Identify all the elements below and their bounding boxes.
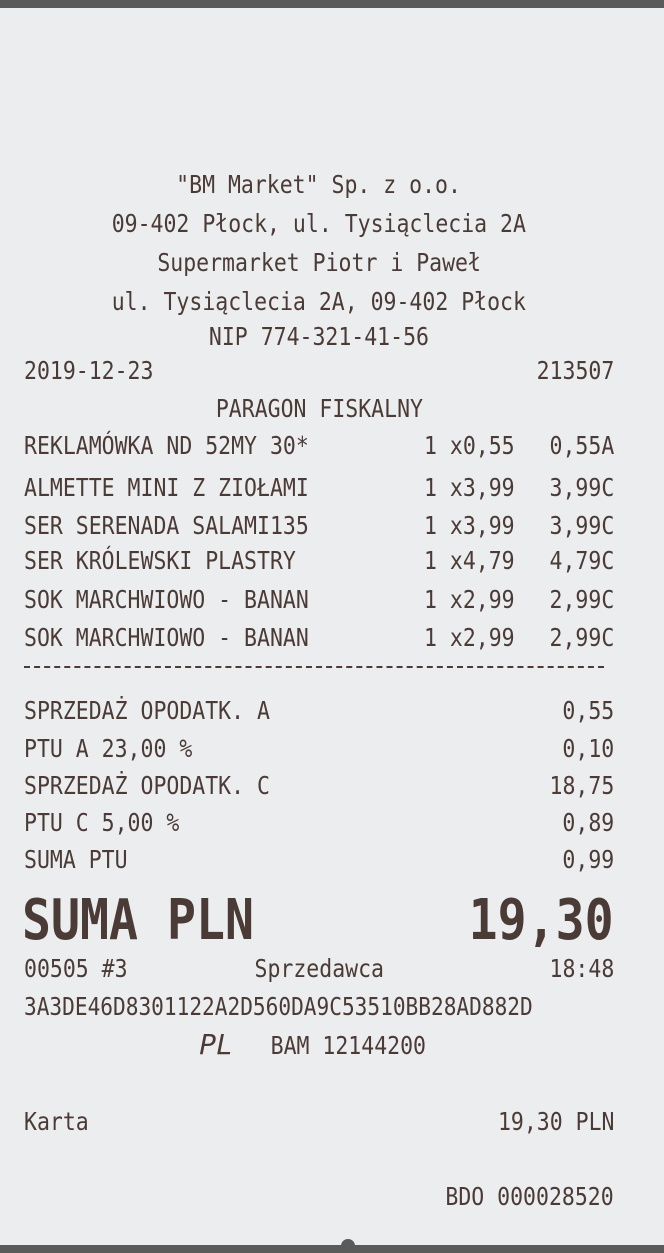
tax-value: 0,10 (562, 734, 614, 763)
item-total: 0,55A (549, 431, 614, 460)
tax-value: 0,55 (562, 696, 614, 725)
line-item (24, 471, 614, 505)
device-number: BAM 12144200 (270, 1031, 427, 1060)
tax-row (24, 769, 614, 803)
fiscal-hash: 3A3DE46D8301122A2D560DA9C53510BB28AD882D (24, 992, 533, 1021)
tax-row (24, 732, 614, 766)
tax-row (24, 694, 614, 728)
store-name: Supermarket Piotr i Paweł (157, 248, 481, 277)
tax-id: NIP 774-321-41-56 (208, 322, 430, 351)
payment-amount: 19,30 PLN (497, 1107, 614, 1136)
item-total: 2,99C (549, 623, 614, 652)
item-qty: 1 x2,99 (424, 623, 515, 652)
tax-label: PTU A 23,00 % (24, 734, 193, 763)
bdo-row (24, 1180, 614, 1214)
document-title: PARAGON FISKALNY (215, 394, 423, 423)
tax-value: 18,75 (549, 771, 614, 800)
item-qty: 1 x4,79 (424, 546, 515, 575)
tax-label: SUMA PTU (24, 845, 128, 874)
cashier-label: Sprzedawca (254, 954, 384, 983)
dashed-separator (24, 666, 604, 674)
tax-label: SPRZEDAŻ OPODATK. C (24, 771, 270, 800)
item-qty: 1 x2,99 (424, 585, 515, 614)
item-total: 3,99C (549, 473, 614, 502)
item-qty: 1 x3,99 (424, 511, 515, 540)
item-name: SER KRÓLEWSKI PLASTRY (24, 546, 296, 575)
item-name: SER SERENADA SALAMI135 (24, 511, 309, 540)
total-value: 19,30 (469, 888, 614, 953)
paper-notch-bottom (341, 1239, 355, 1253)
tax-label: SPRZEDAŻ OPODATK. A (24, 696, 270, 725)
company-address: 09-402 Płock, ul. Tysiąclecia 2A (111, 209, 527, 238)
tax-value: 0,99 (562, 845, 614, 874)
line-item (24, 621, 614, 655)
item-qty: 1 x0,55 (424, 431, 515, 460)
item-name: SOK MARCHWIOWO - BANAN (24, 585, 309, 614)
payment-method: Karta (24, 1107, 89, 1136)
device-row (24, 1028, 614, 1062)
item-name: SOK MARCHWIOWO - BANAN (24, 623, 309, 652)
receipt-paper (0, 8, 664, 1245)
line-item (24, 583, 614, 617)
line-item (24, 429, 614, 463)
payment-row (24, 1105, 614, 1139)
receipt-number: 00505 #3 (24, 954, 128, 983)
tax-label: PTU C 5,00 % (24, 808, 180, 837)
item-total: 4,79C (549, 546, 614, 575)
company-name: "BM Market" Sp. z o.o. (176, 170, 462, 199)
receipt-time: 18:48 (549, 954, 614, 983)
receipt-date: 2019-12-23 (24, 356, 154, 385)
tax-row (24, 843, 614, 877)
item-total: 2,99C (549, 585, 614, 614)
total-row (22, 886, 614, 956)
item-name: ALMETTE MINI Z ZIOŁAMI (24, 473, 309, 502)
total-label: SUMA PLN (22, 888, 254, 953)
fiscal-pl-logo: PL (199, 1028, 234, 1061)
tax-row (24, 806, 614, 840)
item-total: 3,99C (549, 511, 614, 540)
store-address: ul. Tysiąclecia 2A, 09-402 Płock (111, 287, 527, 316)
line-item (24, 544, 614, 578)
document-number: 213507 (536, 356, 614, 385)
item-qty: 1 x3,99 (424, 473, 515, 502)
date-row (24, 354, 614, 388)
tax-value: 0,89 (562, 808, 614, 837)
line-item (24, 509, 614, 543)
item-name: REKLAMÓWKA ND 52MY 30* (24, 431, 309, 460)
receipt-info-row (24, 952, 614, 986)
hash-row (24, 990, 614, 1024)
bdo-number: BDO 000028520 (445, 1182, 614, 1211)
